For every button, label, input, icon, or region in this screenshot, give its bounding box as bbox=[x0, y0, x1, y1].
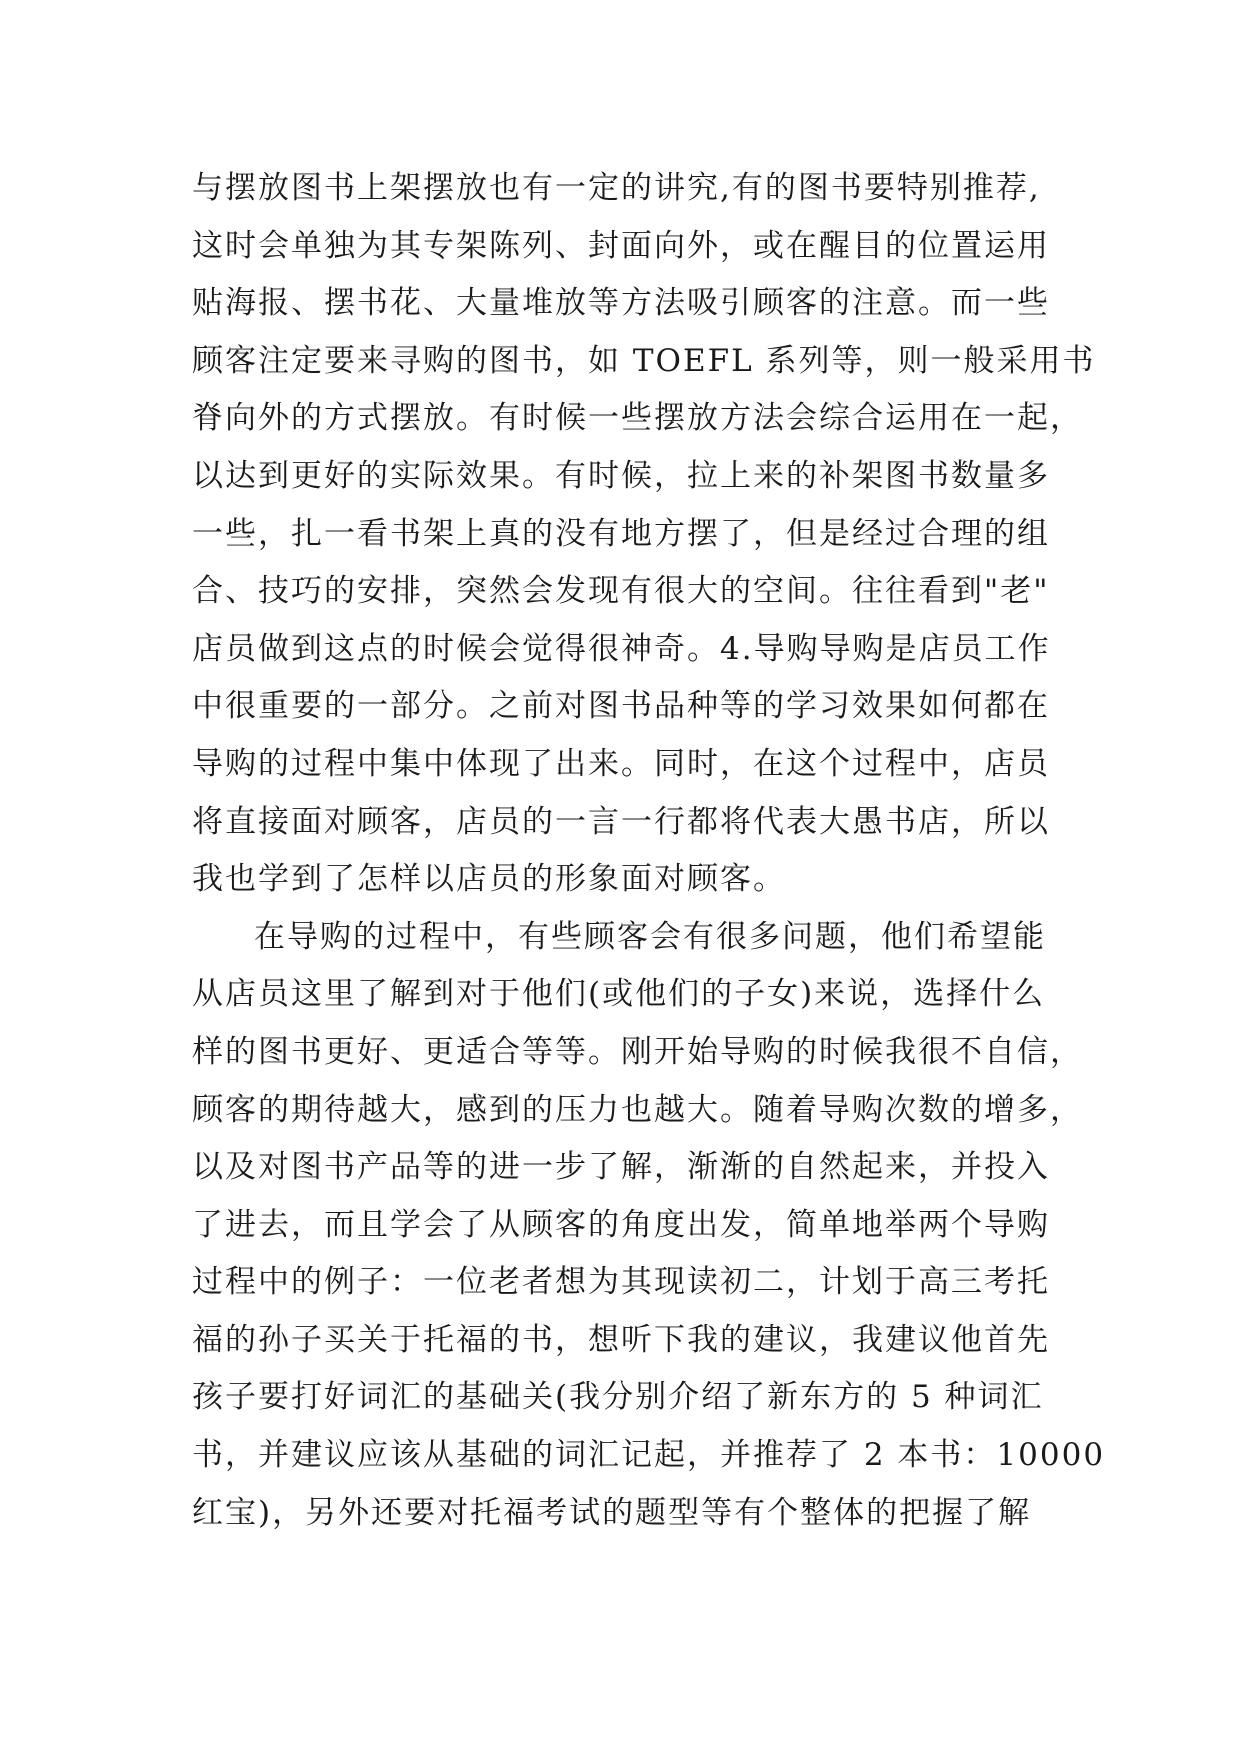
text-line: 与摆放图书上架摆放也有一定的讲究,有的图书要特别推荐, bbox=[192, 170, 1041, 206]
text-line: 样的图书更好、更适合等等。刚开始导购的时候我很不自信， bbox=[192, 1033, 1083, 1070]
text-line: 以及对图书产品等的进一步了解，渐渐的自然起来，并投入 bbox=[192, 1149, 1050, 1186]
paragraph-start-line: 在导购的过程中，有些顾客会有很多问题，他们希望能 bbox=[254, 918, 1046, 955]
text-line: 贴海报、摆书花、大量堆放等方法吸引顾客的注意。而一些 bbox=[192, 285, 1050, 322]
text-line: 导购的过程中集中体现了出来。同时，在这个过程中，店员 bbox=[192, 745, 1050, 782]
text-line: 书，并建议应该从基础的词汇记起，并推荐了 2 本书：10000 bbox=[192, 1437, 1106, 1474]
text-line: 脊向外的方式摆放。有时候一些摆放方法会综合运用在一起， bbox=[192, 400, 1083, 437]
text-line: 福的孙子买关于托福的书，想听下我的建议，我建议他首先 bbox=[192, 1321, 1050, 1358]
text-line: 孩子要打好词汇的基础关(我分别介绍了新东方的 5 种词汇 bbox=[192, 1379, 1044, 1416]
text-line: 这时会单独为其专架陈列、封面向外，或在醒目的位置运用 bbox=[192, 227, 1050, 264]
text-line: 从店员这里了解到对于他们(或他们的子女)来说，选择什么 bbox=[192, 976, 1046, 1013]
text-line: 以达到更好的实际效果。有时候，拉上来的补架图书数量多 bbox=[192, 457, 1050, 494]
text-line: 将直接面对顾客，店员的一言一行都将代表大愚书店，所以 bbox=[192, 803, 1050, 840]
text-line: 过程中的例子：一位老者想为其现读初二，计划于高三考托 bbox=[192, 1264, 1050, 1301]
text-line: 一些，扎一看书架上真的没有地方摆了，但是经过合理的组 bbox=[192, 515, 1050, 552]
text-line: 合、技巧的安排，突然会发现有很大的空间。往往看到"老" bbox=[192, 573, 1050, 610]
text-line: 顾客的期待越大，感到的压力也越大。随着导购次数的增多， bbox=[192, 1091, 1083, 1128]
text-line: 了进去，而且学会了从顾客的角度出发，简单地举两个导购 bbox=[192, 1206, 1050, 1243]
text-line: 店员做到这点的时候会觉得很神奇。4.导购导购是店员工作 bbox=[192, 630, 1051, 667]
text-line: 红宝)，另外还要对托福考试的题型等有个整体的把握了解 bbox=[192, 1494, 1032, 1531]
body-text bbox=[192, 160, 1106, 1542]
text-line: 顾客注定要来寻购的图书，如 TOEFL 系列等，则一般采用书 bbox=[192, 342, 1096, 379]
text-line: 我也学到了怎样以店员的形象面对顾客。 bbox=[192, 861, 786, 898]
text-line: 中很重要的一部分。之前对图书品种等的学习效果如何都在 bbox=[192, 688, 1050, 725]
